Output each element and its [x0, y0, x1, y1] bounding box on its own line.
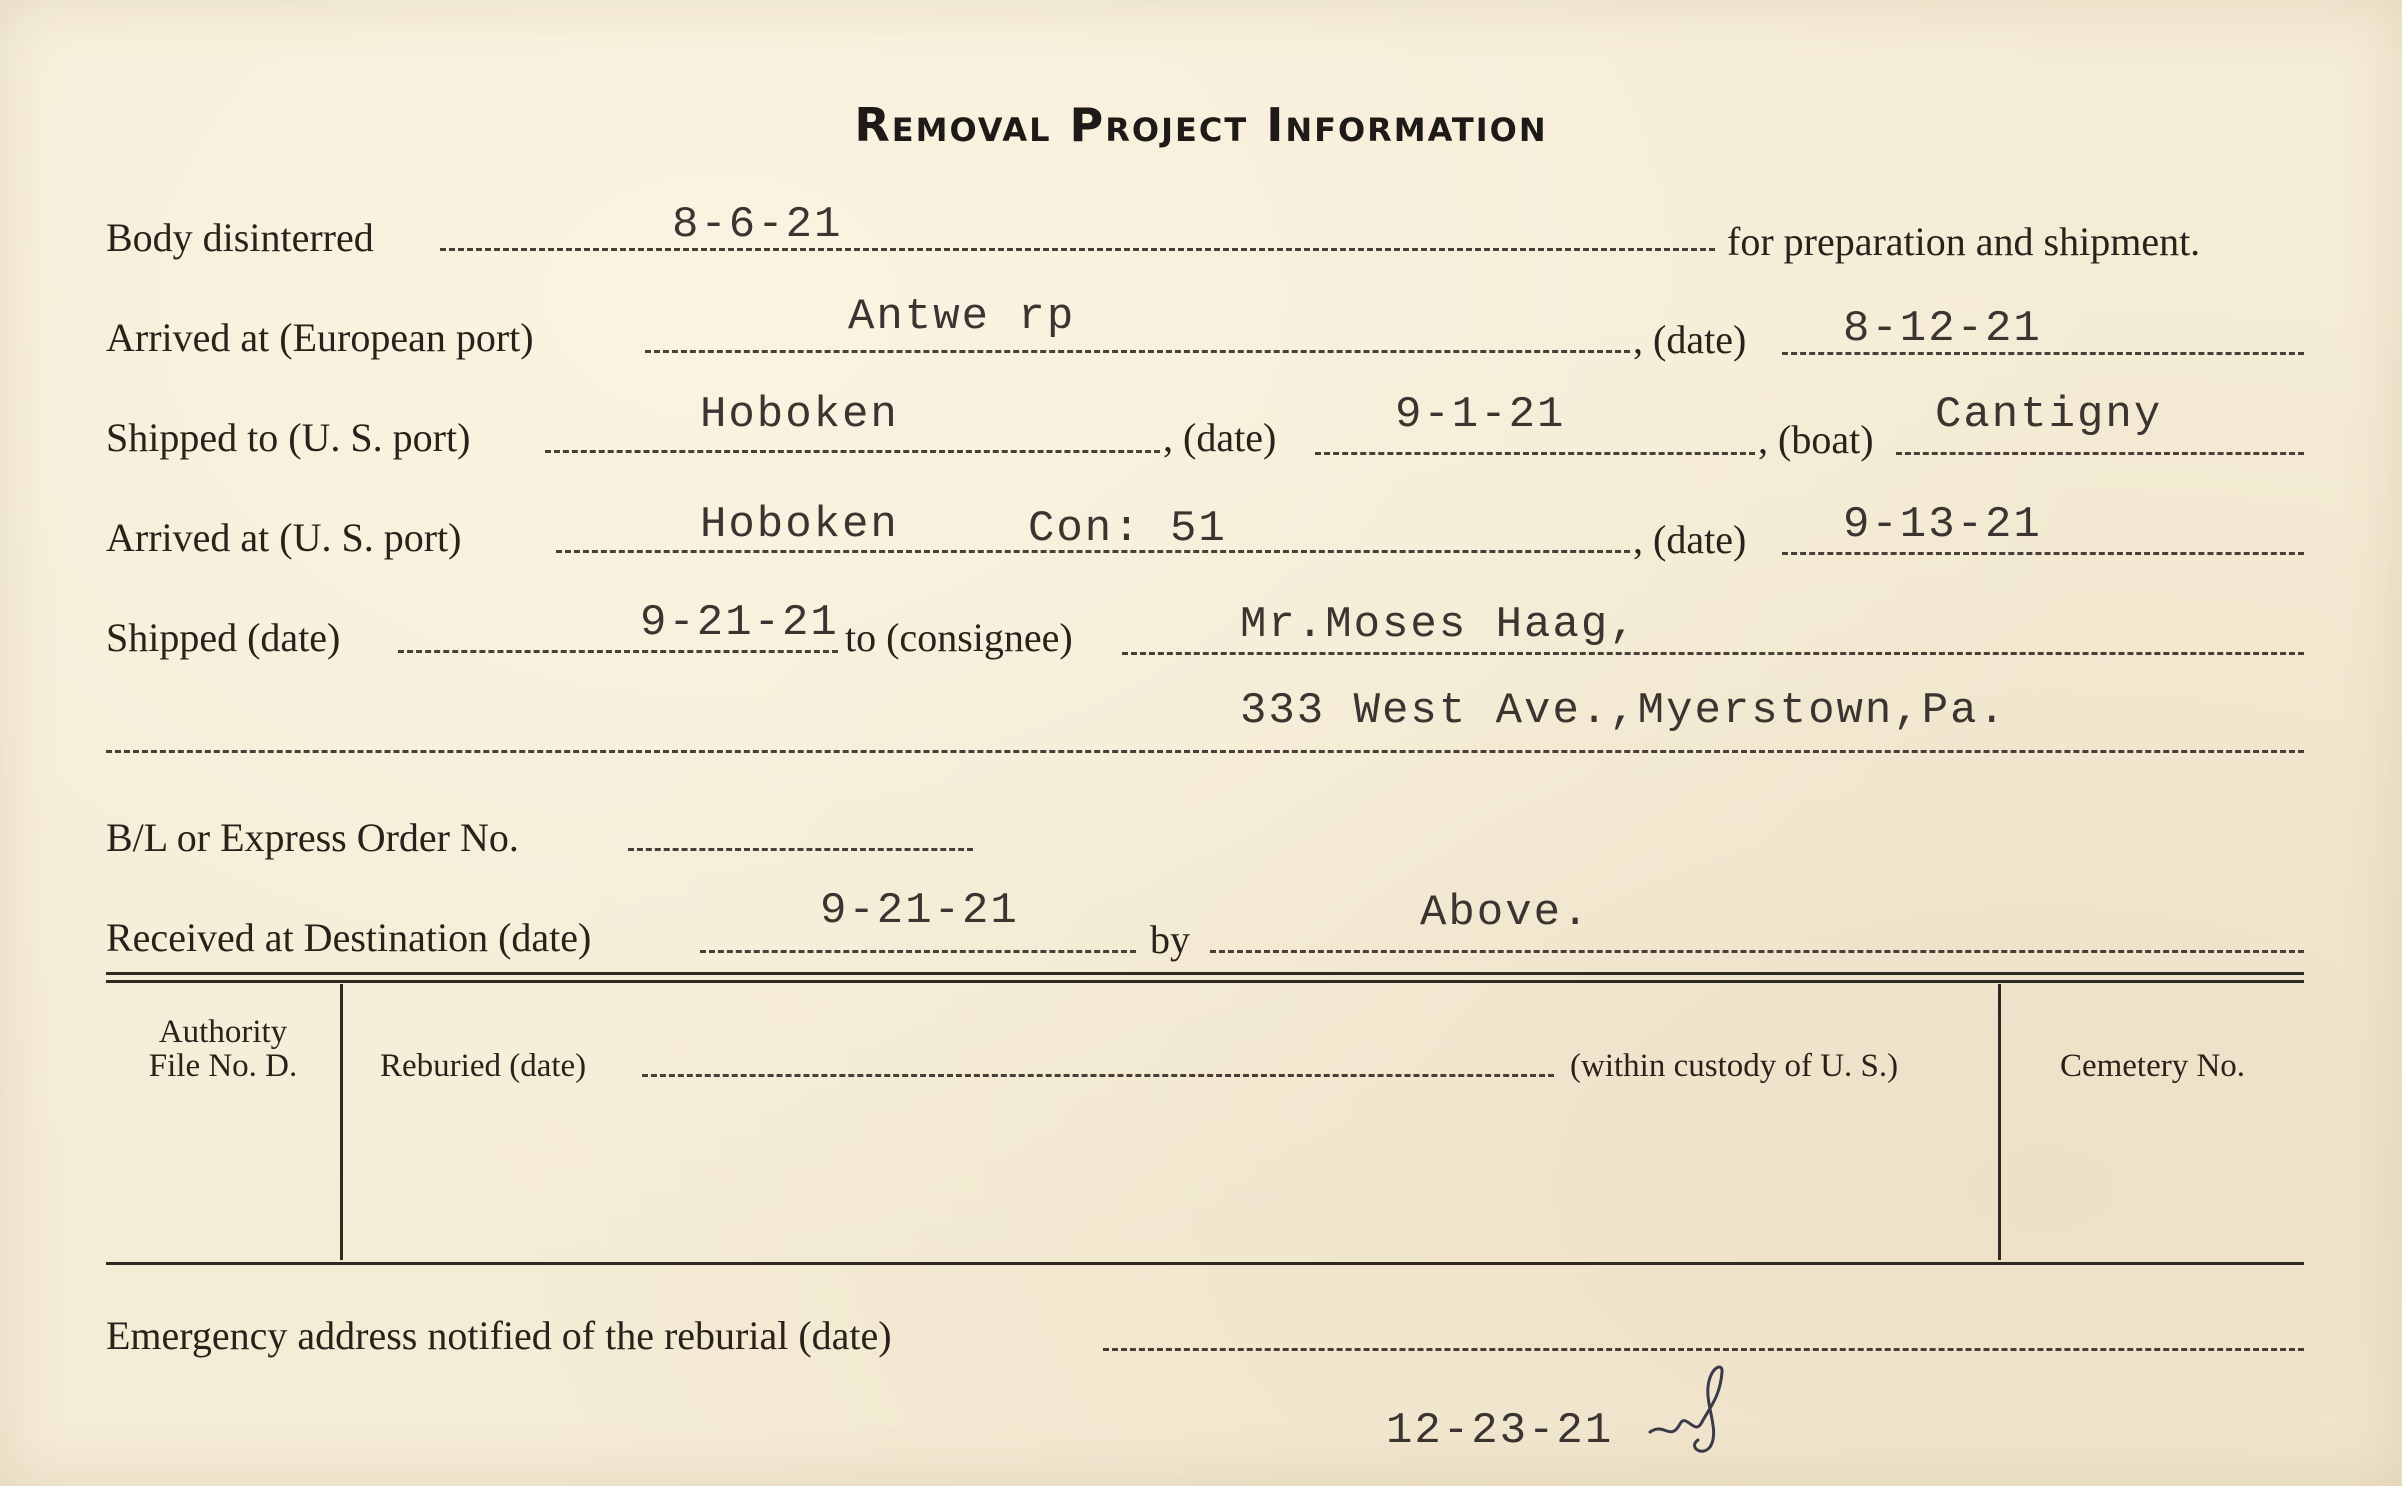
custody-label: (within custody of U. S.) — [1570, 1048, 1899, 1084]
received-destination-value: 9-21-21 — [820, 886, 1019, 936]
card-title: Removal Project Information — [854, 98, 1548, 152]
shipped-date-line — [398, 650, 838, 653]
reburied-date-label: Reburied (date) — [380, 1048, 587, 1084]
us-port-shipped-date-value: 9-1-21 — [1395, 390, 1566, 440]
european-port-date-label: , (date) — [1633, 317, 1747, 362]
preparation-shipment-label: for preparation and shipment. — [1727, 219, 2201, 264]
european-port-label: Arrived at (European port) — [106, 315, 534, 360]
us-port-shipped-value: Hoboken — [700, 390, 899, 440]
consignee-line — [1122, 652, 2304, 655]
box-divider-left — [340, 984, 343, 1260]
us-port-arrived-value: Hoboken — [700, 500, 899, 550]
european-port-date-value: 8-12-21 — [1843, 304, 2042, 354]
consignee-address: 333 West Ave.,Myerstown,Pa. — [1240, 686, 2007, 736]
authority-label-line2: File No. D. — [148, 1048, 298, 1084]
body-disinterred-value: 8-6-21 — [672, 200, 843, 250]
boat-line — [1896, 452, 2304, 455]
box-top-rule — [106, 972, 2304, 975]
boat-value: Cantigny — [1935, 390, 2163, 440]
us-port-shipped-date-label: , (date) — [1163, 415, 1277, 460]
authority-label-line1: Authority — [158, 1014, 288, 1050]
box-bottom-rule — [106, 1262, 2304, 1265]
boat-label: , (boat) — [1758, 417, 1874, 462]
us-port-arrived-date-line — [1782, 552, 2304, 555]
cemetery-number-label: Cemetery No. — [2059, 1048, 2246, 1084]
european-port-value: Antwe rp — [848, 292, 1076, 342]
received-destination-line — [700, 950, 1136, 953]
european-port-line — [645, 350, 1630, 353]
bl-order-line — [628, 848, 973, 851]
reburied-date-line — [642, 1074, 1554, 1077]
emergency-notified-line — [1103, 1348, 2304, 1351]
emergency-notified-value: 12-23-21 — [1386, 1406, 1614, 1456]
box-top-rule-inner — [106, 980, 2304, 983]
us-port-shipped-line — [545, 450, 1160, 453]
us-port-arrived-date-value: 9-13-21 — [1843, 500, 2042, 550]
consignee-name: Mr.Moses Haag, — [1240, 600, 1638, 650]
handwritten-initials — [1640, 1352, 1760, 1462]
container-number-value: Con: 51 — [1028, 504, 1227, 554]
consignee-label: to (consignee) — [845, 615, 1073, 660]
emergency-notified-label: Emergency address notified of the reburial (date) — [106, 1313, 892, 1358]
received-by-label: by — [1150, 917, 1190, 962]
shipped-date-label: Shipped (date) — [106, 615, 341, 660]
us-port-arrived-label: Arrived at (U. S. port) — [106, 515, 462, 560]
body-disinterred-label: Body disinterred — [106, 215, 374, 260]
received-by-line — [1210, 950, 2304, 953]
bl-order-label: B/L or Express Order No. — [106, 815, 519, 860]
shipped-date-value: 9-21-21 — [640, 598, 839, 648]
received-by-value: Above. — [1420, 888, 1591, 938]
received-destination-label: Received at Destination (date) — [106, 915, 592, 960]
body-disinterred-line — [440, 248, 1715, 251]
us-port-arrived-date-label: , (date) — [1633, 517, 1747, 562]
consignee-address-line — [106, 750, 2304, 753]
us-port-shipped-label: Shipped to (U. S. port) — [106, 415, 471, 460]
box-divider-right — [1998, 984, 2001, 1260]
us-port-shipped-date-line — [1315, 452, 1755, 455]
